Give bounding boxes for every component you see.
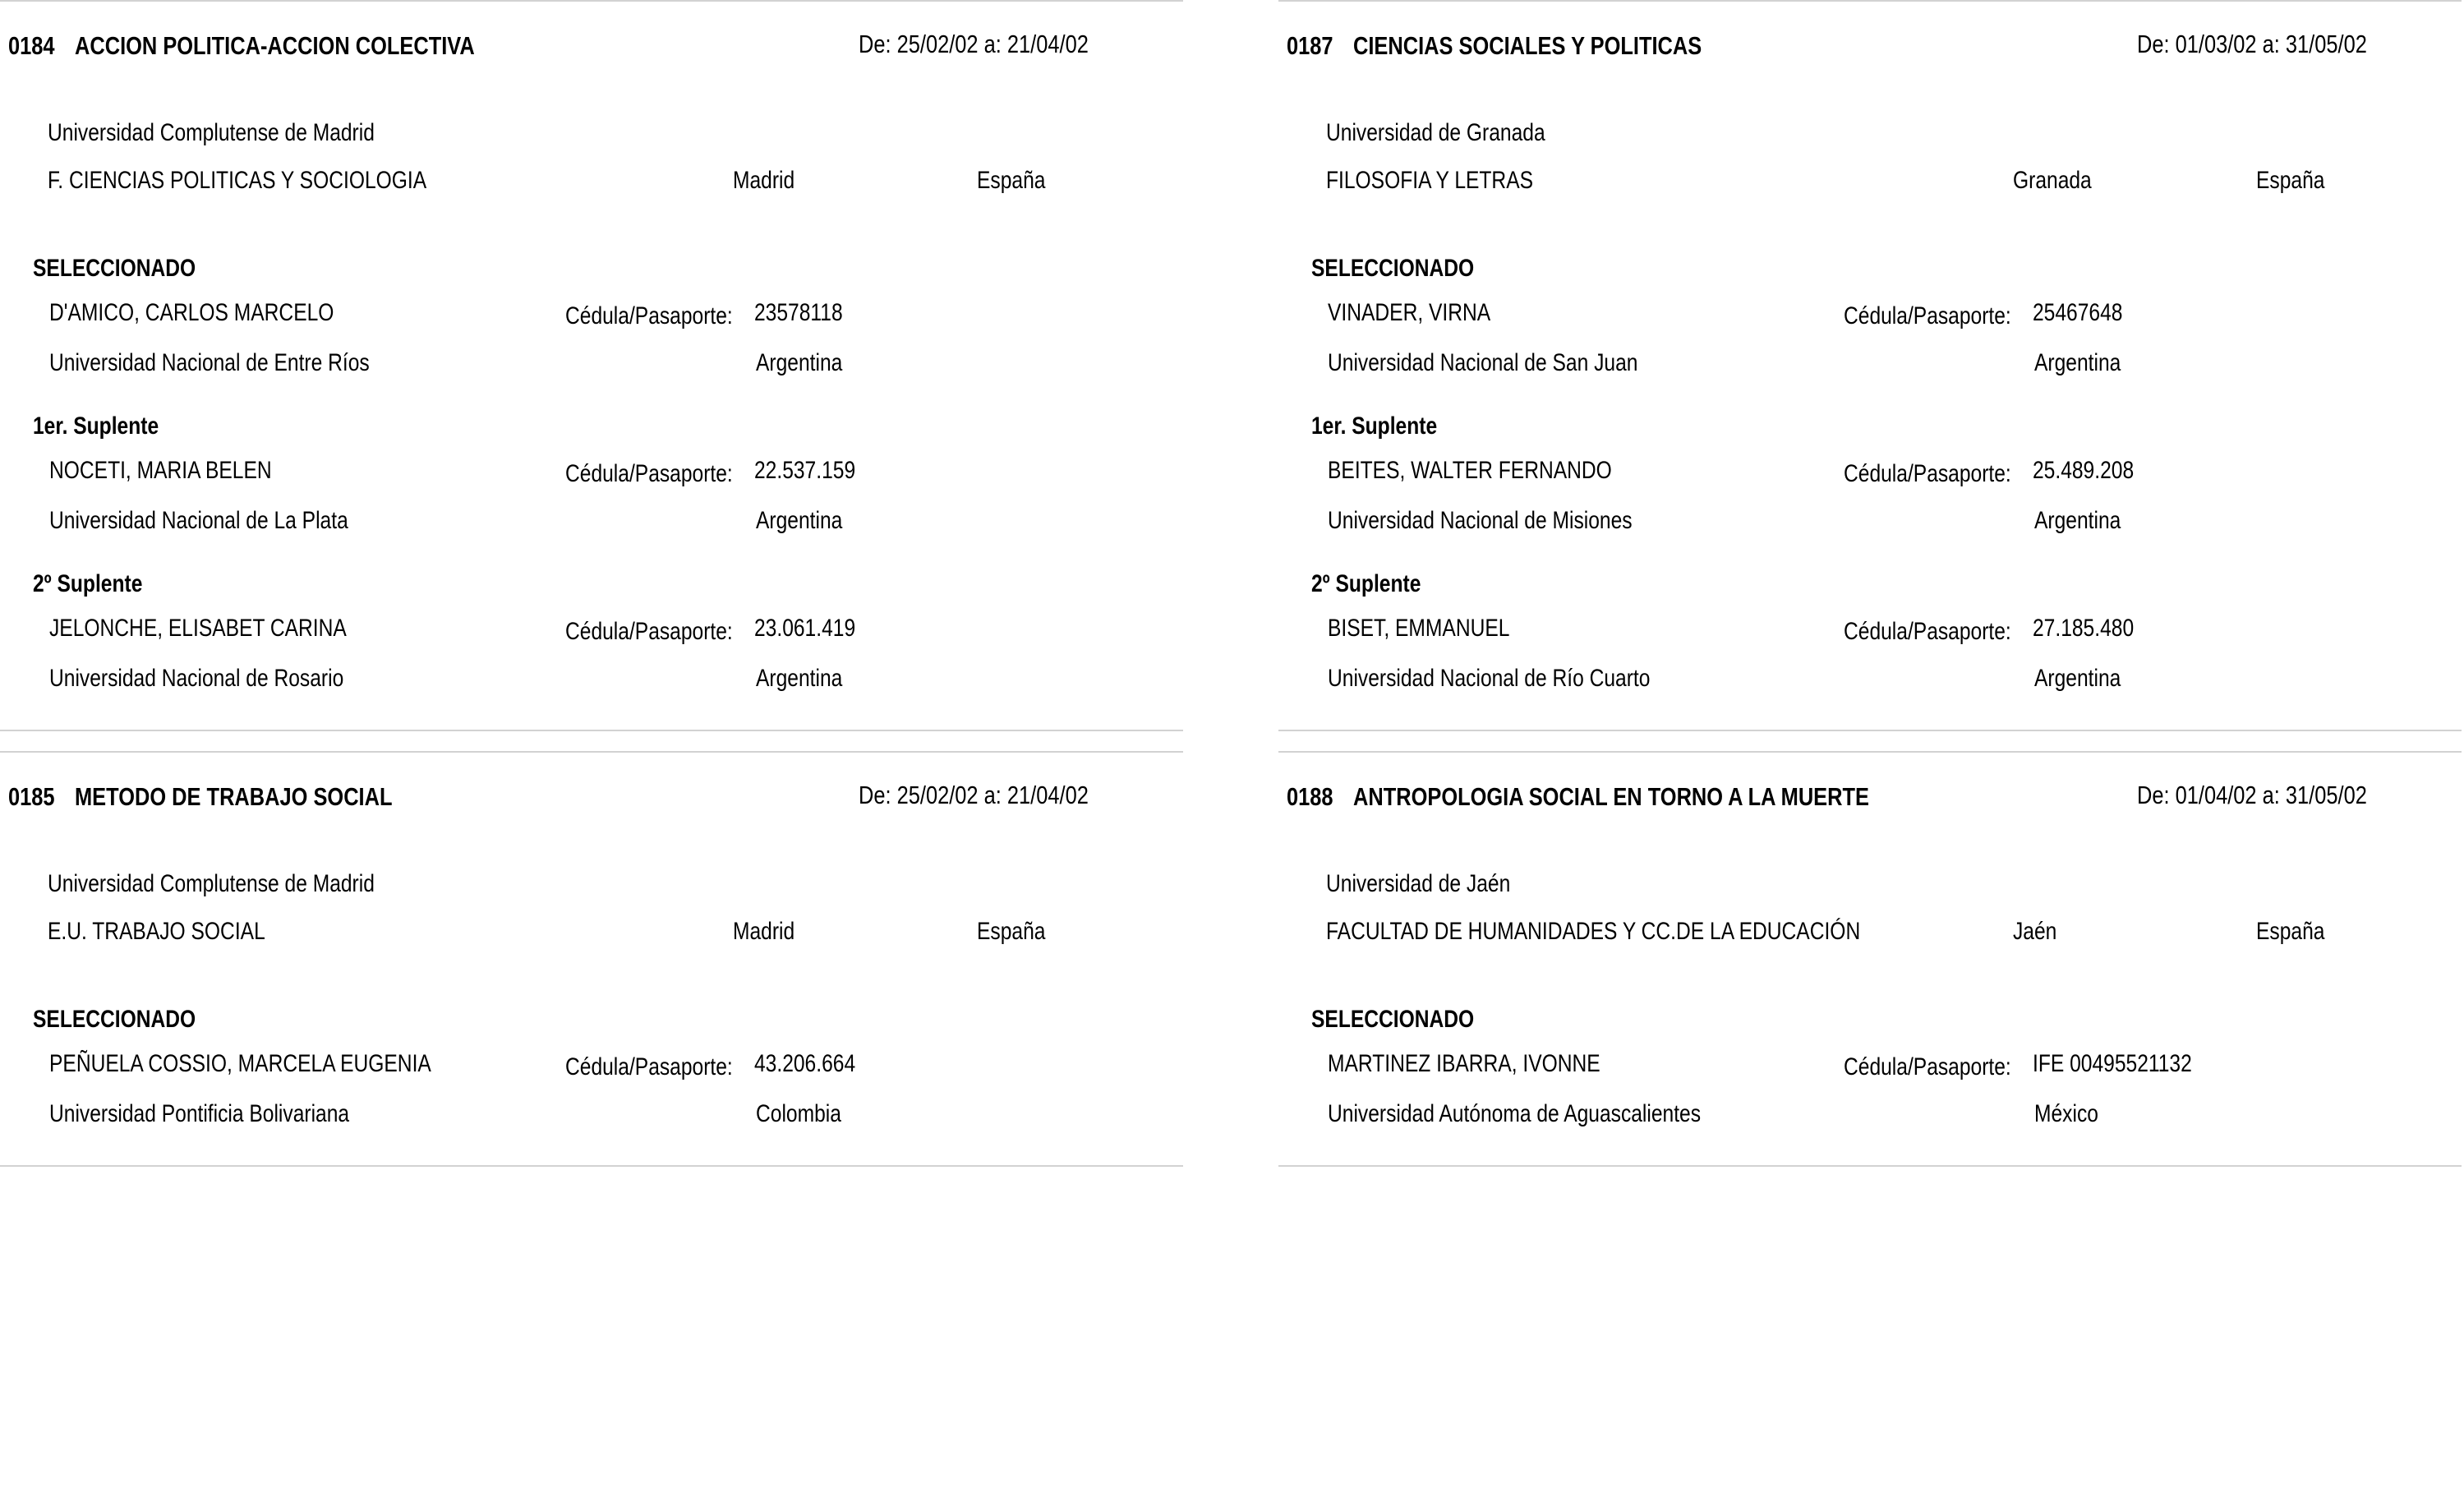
id-number: 23578118 [754,299,843,326]
person-name: BISET, EMMANUEL [1328,615,1510,642]
person-country: Argentina [756,665,843,692]
course-block-0184 [0,0,1183,751]
cedula-label: Cédula/Pasaporte: [565,618,733,645]
course-dates: De: 01/04/02 a: 31/05/02 [2137,781,2367,809]
person-country: Argentina [2034,665,2121,692]
role-label: SELECCIONADO [33,1006,196,1033]
person-country: Argentina [756,507,843,534]
host-city: Granada [2013,167,2092,194]
person-country: Argentina [2034,349,2121,376]
role-label: 2º Suplente [1311,570,1421,597]
host-university: Universidad Complutense de Madrid [48,119,375,146]
course-dates: De: 25/02/02 a: 21/04/02 [859,781,1089,809]
divider [1278,751,2462,753]
cedula-label: Cédula/Pasaporte: [1844,302,2011,329]
person-university: Universidad Nacional de Entre Ríos [49,349,370,376]
course-title: METODO DE TRABAJO SOCIAL [75,782,393,811]
divider [1278,0,2462,2]
course-dates: De: 25/02/02 a: 21/04/02 [859,30,1089,58]
divider [1278,1165,2462,1167]
cedula-label: Cédula/Pasaporte: [565,460,733,487]
cedula-label: Cédula/Pasaporte: [1844,1053,2011,1080]
host-faculty: F. CIENCIAS POLITICAS Y SOCIOLOGIA [48,167,427,194]
course-block-0187 [1278,0,2462,751]
course-block-0188 [1278,751,2462,1502]
id-number: 27.185.480 [2033,615,2135,642]
cedula-label: Cédula/Pasaporte: [565,302,733,329]
role-label: 2º Suplente [33,570,143,597]
person-country: Colombia [756,1100,841,1127]
cedula-label: Cédula/Pasaporte: [565,1053,733,1080]
host-city: Madrid [733,918,795,945]
divider [0,1165,1183,1167]
person-name: NOCETI, MARIA BELEN [49,457,272,484]
person-university: Universidad Nacional de Río Cuarto [1328,665,1651,692]
host-faculty: FACULTAD DE HUMANIDADES Y CC.DE LA EDUCACIÓN [1326,918,1861,945]
course-block-0185 [0,751,1183,1502]
person-university: Universidad Nacional de San Juan [1328,349,1638,376]
course-title: ANTROPOLOGIA SOCIAL EN TORNO A LA MUERTE [1353,782,1869,811]
course-code: 0188 [1287,782,1333,811]
id-number: 25.489.208 [2033,457,2135,484]
divider [1278,730,2462,731]
divider [0,730,1183,731]
host-university: Universidad de Granada [1326,119,1545,146]
course-title: ACCION POLITICA-ACCION COLECTIVA [75,31,475,60]
host-city: Jaén [2013,918,2057,945]
host-university: Universidad de Jaén [1326,870,1511,897]
person-university: Universidad Nacional de Rosario [49,665,344,692]
person-name: D'AMICO, CARLOS MARCELO [49,299,334,326]
id-number: IFE 00495521132 [2033,1050,2192,1077]
host-faculty: E.U. TRABAJO SOCIAL [48,918,265,945]
person-university: Universidad Nacional de Misiones [1328,507,1633,534]
role-label: SELECCIONADO [33,255,196,282]
role-label: SELECCIONADO [1311,255,1475,282]
host-country: España [977,918,1046,945]
course-code: 0185 [8,782,55,811]
host-country: España [2256,167,2325,194]
person-name: VINADER, VIRNA [1328,299,1491,326]
person-university: Universidad Pontificia Bolivariana [49,1100,350,1127]
id-number: 23.061.419 [754,615,856,642]
divider [0,0,1183,2]
host-faculty: FILOSOFIA Y LETRAS [1326,167,1534,194]
divider [0,751,1183,753]
course-code: 0187 [1287,31,1333,60]
role-label: 1er. Suplente [33,412,159,440]
person-name: JELONCHE, ELISABET CARINA [49,615,347,642]
person-country: Argentina [756,349,843,376]
person-university: Universidad Nacional de La Plata [49,507,348,534]
id-number: 22.537.159 [754,457,856,484]
person-name: BEITES, WALTER FERNANDO [1328,457,1612,484]
id-number: 25467648 [2033,299,2123,326]
cedula-label: Cédula/Pasaporte: [1844,460,2011,487]
course-code: 0184 [8,31,55,60]
role-label: SELECCIONADO [1311,1006,1475,1033]
person-name: PEÑUELA COSSIO, MARCELA EUGENIA [49,1050,431,1077]
person-country: México [2034,1100,2098,1127]
course-title: CIENCIAS SOCIALES Y POLITICAS [1353,31,1702,60]
host-university: Universidad Complutense de Madrid [48,870,375,897]
cedula-label: Cédula/Pasaporte: [1844,618,2011,645]
host-country: España [2256,918,2325,945]
person-name: MARTINEZ IBARRA, IVONNE [1328,1050,1600,1077]
id-number: 43.206.664 [754,1050,856,1077]
host-country: España [977,167,1046,194]
person-university: Universidad Autónoma de Aguascalientes [1328,1100,1702,1127]
person-country: Argentina [2034,507,2121,534]
host-city: Madrid [733,167,795,194]
course-dates: De: 01/03/02 a: 31/05/02 [2137,30,2367,58]
role-label: 1er. Suplente [1311,412,1438,440]
